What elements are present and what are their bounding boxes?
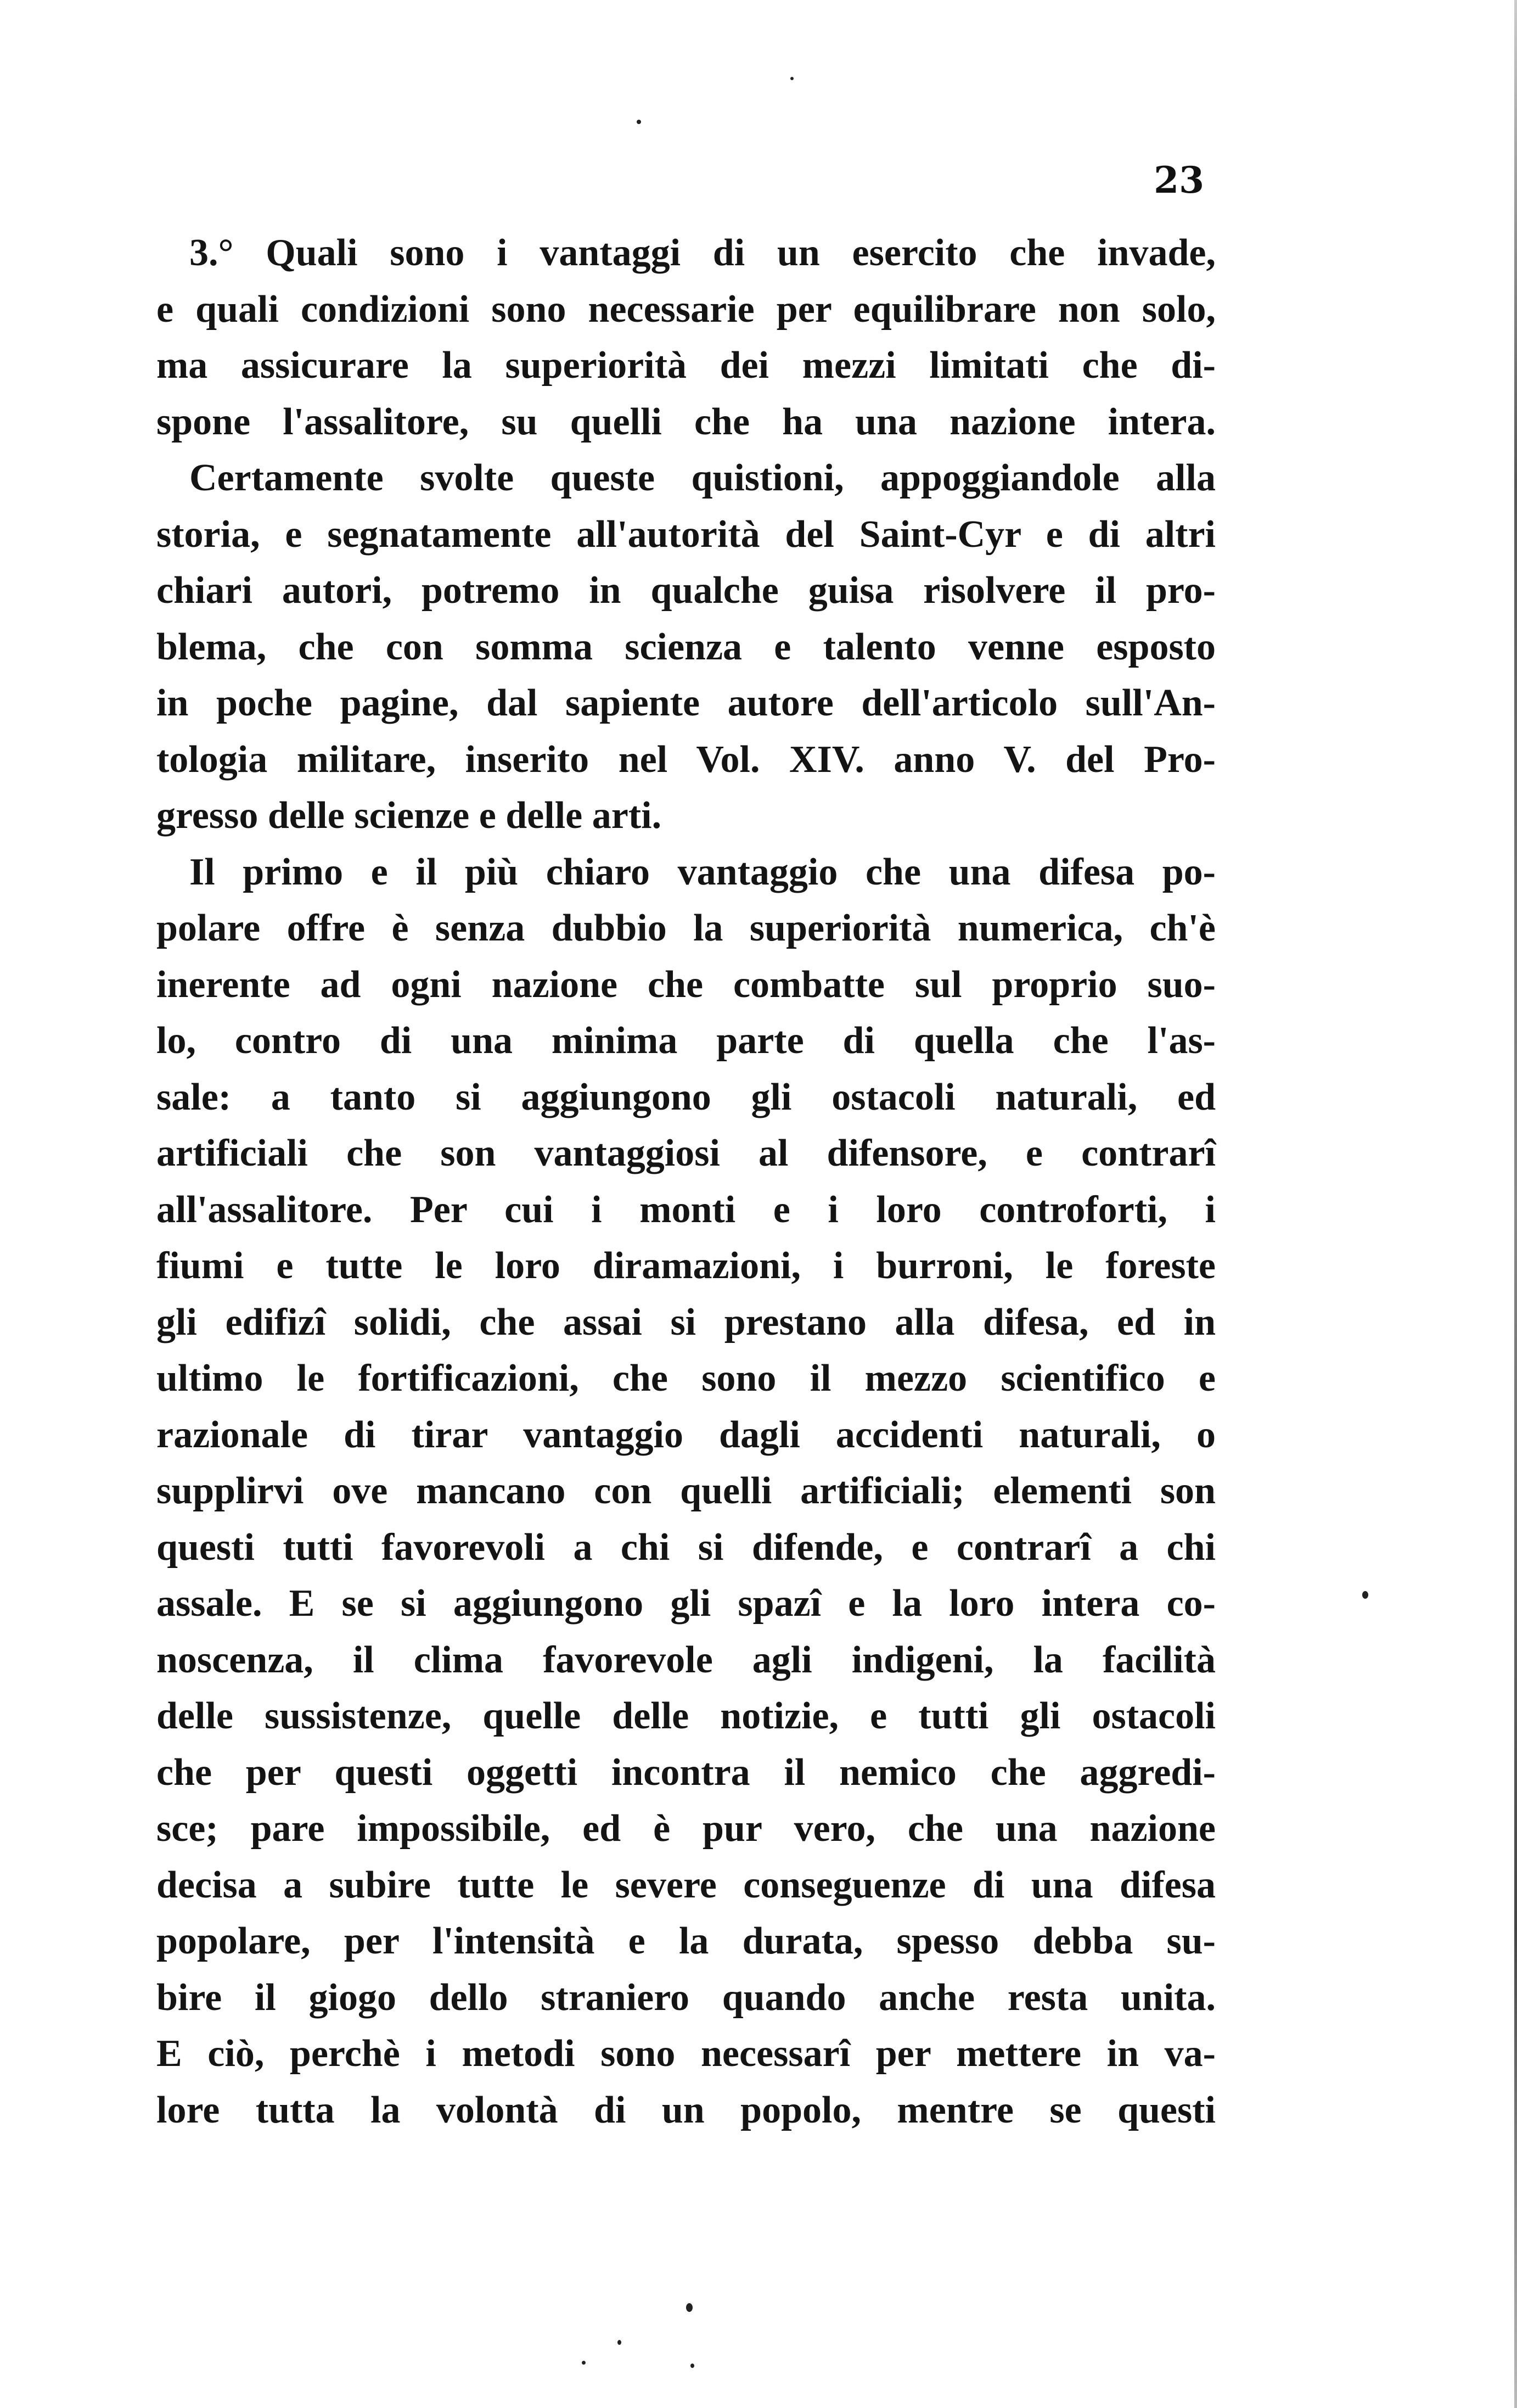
text-line: assale. E se si aggiungono gli spazî e la loro intera co- [156, 1582, 1216, 1625]
paragraph [156, 450, 1216, 844]
ink-speck [686, 2303, 693, 2312]
page-edge-shadow [1514, 0, 1517, 2408]
text-line: Certamente svolte queste quistioni, appoggiandole alla [189, 457, 1216, 499]
text-line: fiumi e tutte le loro diramazioni, i burroni, le foreste [156, 1245, 1216, 1287]
ink-speck [637, 120, 641, 124]
text-line: Il primo e il più chiaro vantaggio che una difesa po- [189, 850, 1216, 893]
text-line: decisa a subire tutte le severe conseguenze di una difesa [156, 1863, 1216, 1906]
ink-speck [617, 2340, 621, 2345]
body-text [156, 225, 1216, 2138]
text-line: 3.° Quali sono i vantaggi di un esercito che invade, [189, 232, 1216, 274]
text-line: e quali condizioni sono necessarie per equilibrare non solo, [156, 288, 1216, 331]
text-line: questi tutti favorevoli a chi si difende, e contrarî a chi [156, 1526, 1216, 1569]
text-line: chiari autori, potremo in qualche guisa risolvere il pro- [156, 569, 1216, 612]
text-line: storia, e segnatamente all'autorità del Saint-Cyr e di altri [156, 513, 1216, 556]
page-number: 23 [1154, 159, 1204, 201]
text-line: sce; pare impossibile, ed è pur vero, che una nazione [156, 1807, 1216, 1850]
text-line: tologia militare, inserito nel Vol. XIV. anno V. del Pro- [156, 738, 1216, 781]
ink-speck [790, 77, 794, 80]
text-line: razionale di tirar vantaggio dagli accidenti naturali, o [156, 1413, 1216, 1456]
paragraph [156, 844, 1216, 2139]
text-line: supplirvi ove mancano con quelli artificiali; elementi son [156, 1470, 1216, 1512]
text-line: sale: a tanto si aggiungono gli ostacoli naturali, ed [156, 1076, 1216, 1118]
text-line: ma assicurare la superiorità dei mezzi limitati che di- [156, 344, 1216, 387]
text-line: gresso delle scienze e delle arti. [156, 794, 662, 837]
text-line: lo, contro di una minima parte di quella che l'as- [156, 1020, 1216, 1062]
ink-speck [690, 2364, 694, 2368]
text-line: polare offre è senza dubbio la superiorità numerica, ch'è [156, 907, 1216, 949]
text-line: popolare, per l'intensità e la durata, spesso debba su- [156, 1920, 1216, 1962]
text-line: gli edifizî solidi, che assai si prestano alla difesa, ed in [156, 1301, 1216, 1343]
ink-speck [582, 2361, 586, 2365]
ink-speck [1362, 1591, 1368, 1599]
text-line: lore tutta la volontà di un popolo, mentre se questi [156, 2088, 1216, 2131]
text-line: all'assalitore. Per cui i monti e i loro controforti, i [156, 1188, 1216, 1231]
text-line: inerente ad ogni nazione che combatte sul proprio suo- [156, 963, 1216, 1006]
text-line: blema, che con somma scienza e talento venne esposto [156, 625, 1216, 668]
paragraph [156, 225, 1216, 450]
text-line: in poche pagine, dal sapiente autore dell'articolo sull'An- [156, 682, 1216, 724]
text-line: E ciò, perchè i metodi sono necessarî per mettere in va- [156, 2032, 1216, 2075]
text-line: ultimo le fortificazioni, che sono il mezzo scientifico e [156, 1357, 1216, 1399]
text-line: noscenza, il clima favorevole agli indigeni, la facilità [156, 1638, 1216, 1681]
text-line: spone l'assalitore, su quelli che ha una nazione intera. [156, 400, 1216, 443]
text-line: delle sussistenze, quelle delle notizie, e tutti gli ostacoli [156, 1695, 1216, 1737]
text-line: artificiali che son vantaggiosi al difensore, e contrarî [156, 1132, 1216, 1174]
text-line: bire il giogo dello straniero quando anche resta unita. [156, 1976, 1216, 2019]
text-line: che per questi oggetti incontra il nemico che aggredi- [156, 1751, 1216, 1794]
